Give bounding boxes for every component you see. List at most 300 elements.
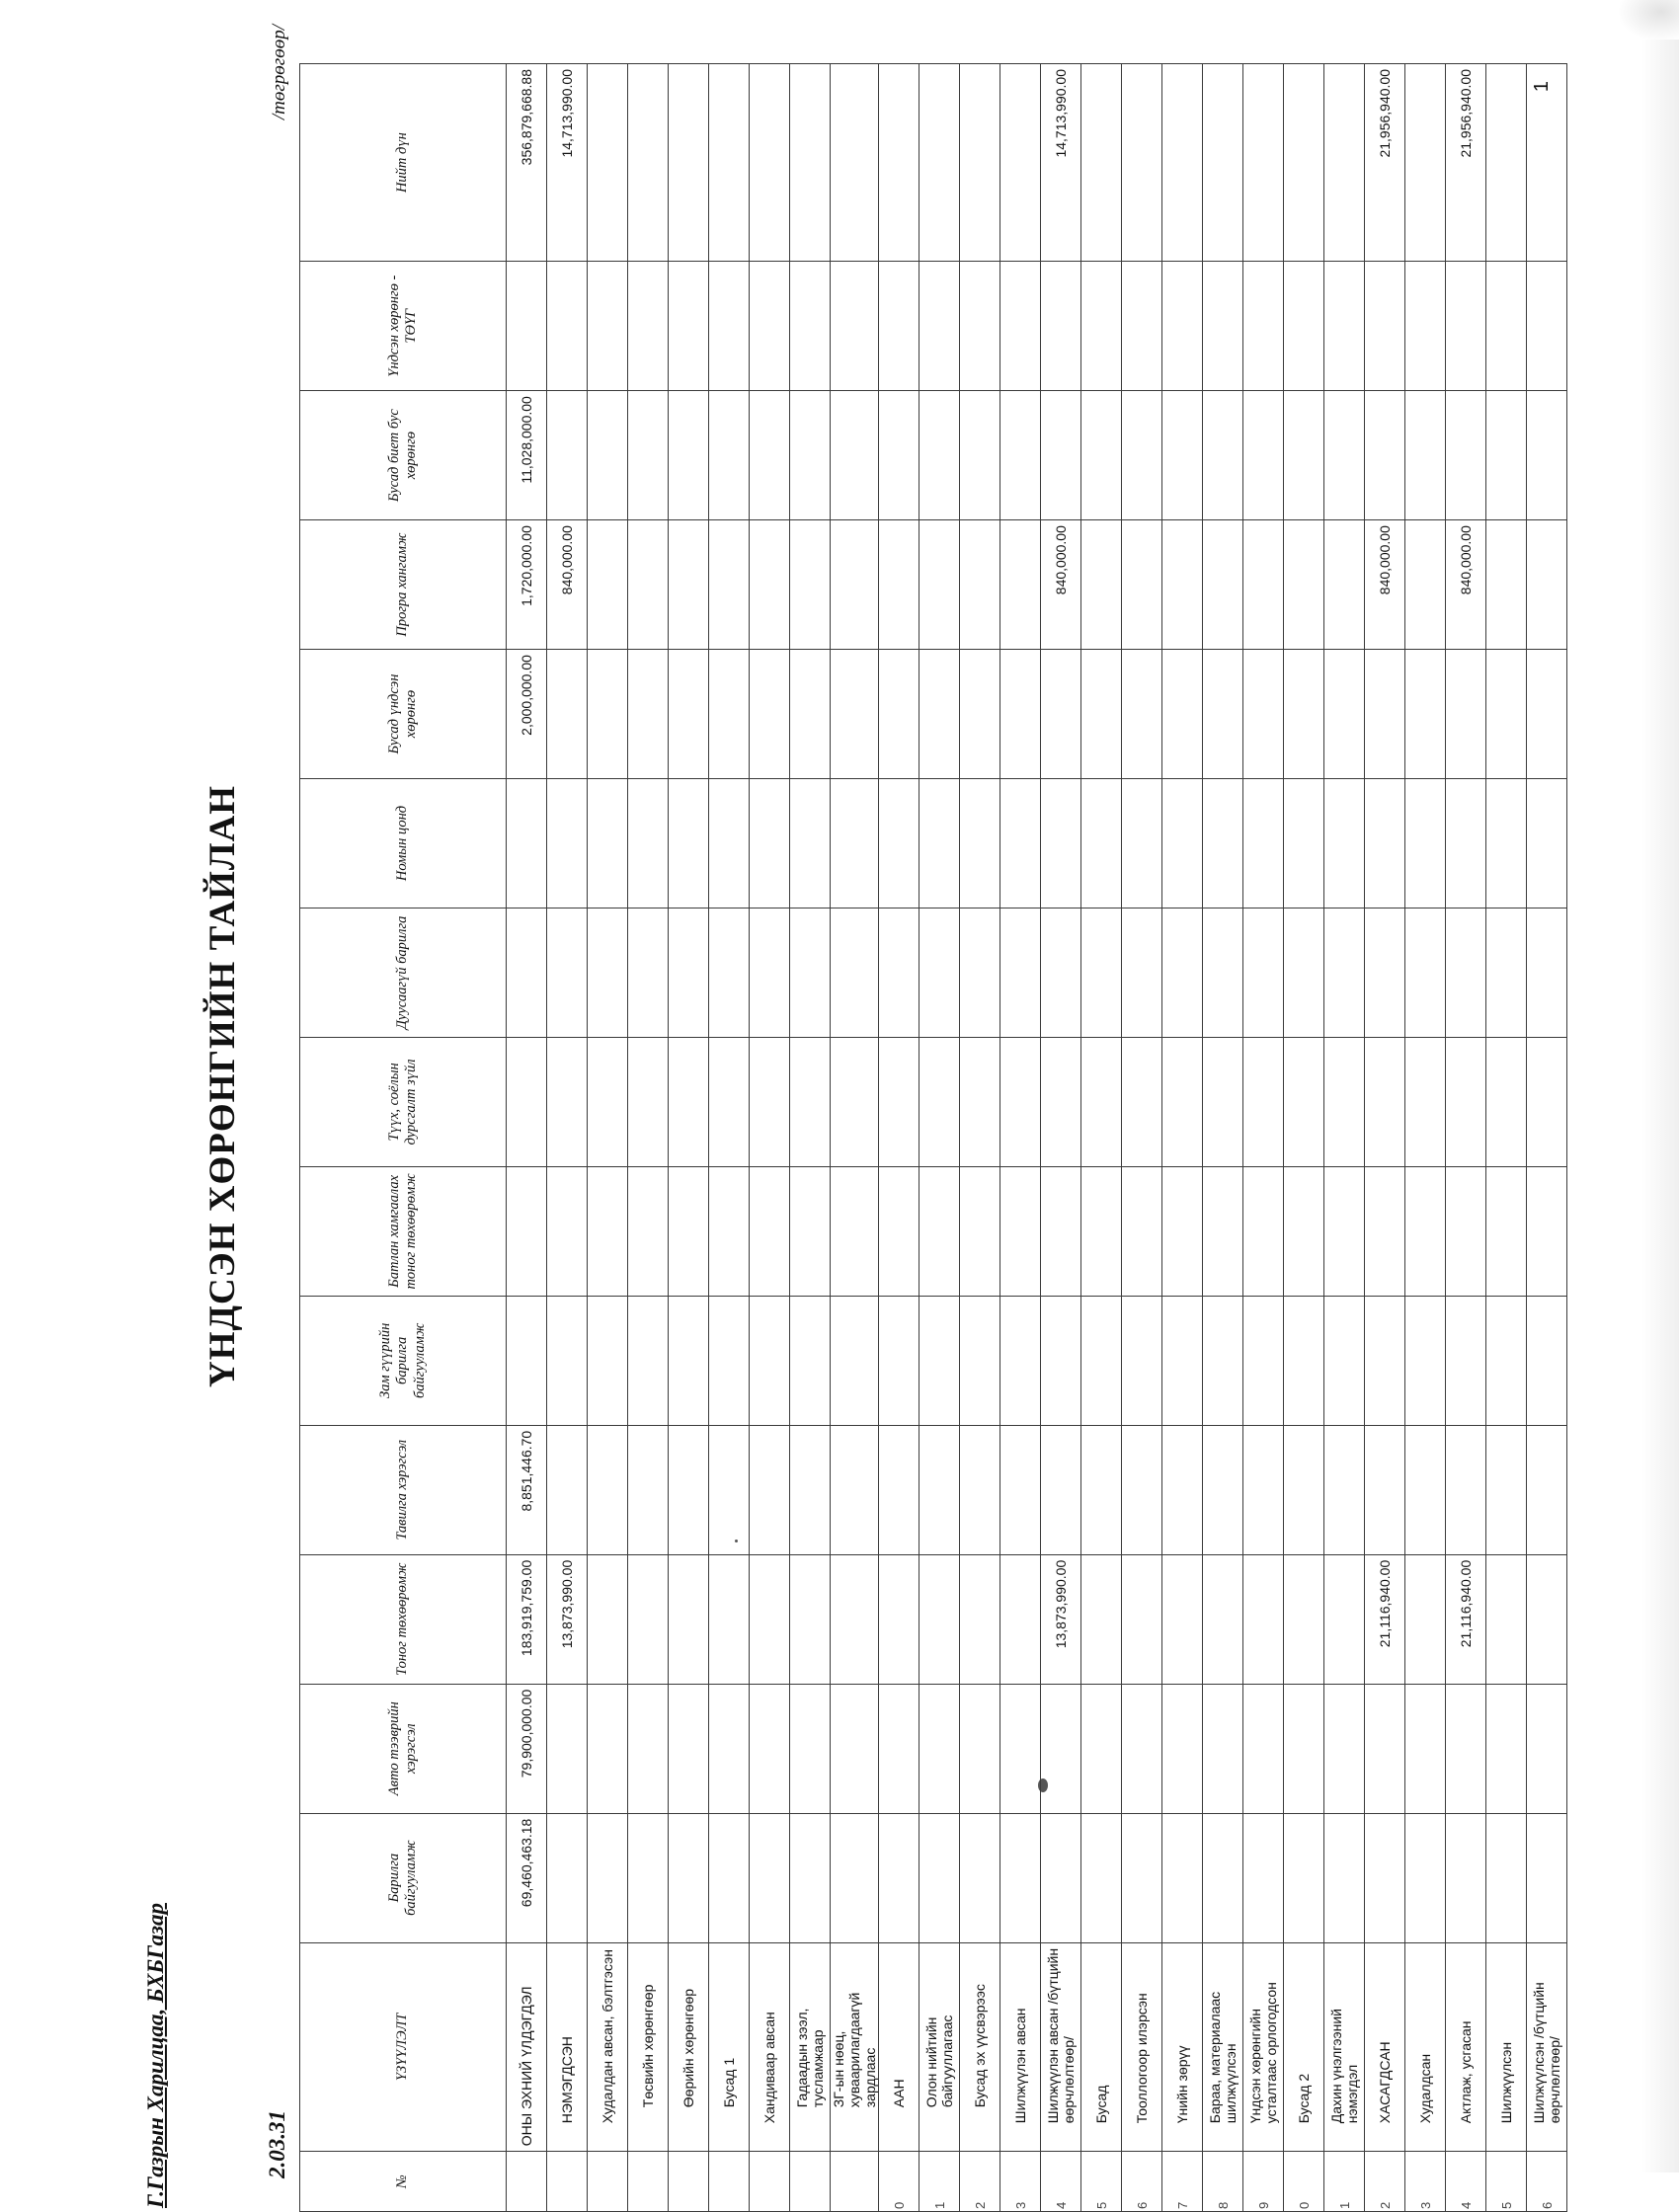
row-label: Шилжүүлсэн /бүтцийн өөрчлөлтөөр/	[1527, 1942, 1567, 2152]
value-cell	[1203, 1813, 1243, 1942]
value-cell	[1162, 1166, 1203, 1296]
value-cell	[960, 908, 1000, 1037]
value-cell	[1203, 520, 1243, 650]
value-cell	[1122, 391, 1162, 520]
value-cell	[1405, 650, 1446, 779]
value-cell	[1041, 650, 1081, 779]
value-cell	[1081, 520, 1122, 650]
value-cell	[1405, 262, 1446, 391]
value-cell	[1527, 520, 1567, 650]
value-cell	[1243, 1037, 1284, 1166]
value-cell	[1122, 1425, 1162, 1554]
value-cell	[1203, 262, 1243, 391]
column-header: Тоног төхөөрөмж	[300, 1554, 507, 1684]
value-cell	[1162, 1425, 1203, 1554]
value-cell	[1486, 1813, 1527, 1942]
table-row	[879, 64, 919, 2212]
value-cell	[1041, 262, 1081, 391]
value-cell	[879, 1166, 919, 1296]
table-row	[1081, 64, 1122, 2212]
value-cell	[669, 391, 709, 520]
value-cell	[1041, 1813, 1081, 1942]
value-cell	[628, 779, 669, 908]
value-cell	[919, 1684, 960, 1813]
value-cell: 1,720,000.00	[507, 520, 547, 650]
row-label: ХАСАГДСАН	[1365, 1942, 1405, 2152]
value-cell	[1041, 391, 1081, 520]
value-cell	[628, 1684, 669, 1813]
row-number: 0	[879, 2152, 919, 2212]
value-cell	[1162, 650, 1203, 779]
value-cell	[1081, 1037, 1122, 1166]
value-cell	[1122, 650, 1162, 779]
value-cell	[1405, 1296, 1446, 1425]
value-cell	[669, 64, 709, 262]
value-cell: 14,713,990.00	[547, 64, 588, 262]
value-cell	[919, 262, 960, 391]
value-cell	[790, 1684, 831, 1813]
row-label: Тооллогоор илэрсэн	[1122, 1942, 1162, 2152]
column-header: Програ хангамж	[300, 520, 507, 650]
value-cell: 79,900,000.00	[507, 1684, 547, 1813]
currency-unit: /төгрөгөөр/	[269, 25, 289, 120]
value-cell	[1527, 650, 1567, 779]
value-cell	[1162, 391, 1203, 520]
value-cell	[960, 779, 1000, 908]
value-cell	[507, 1037, 547, 1166]
value-cell	[1284, 1684, 1324, 1813]
value-cell	[547, 1425, 588, 1554]
row-label: НЭМЭГДСЭН	[547, 1942, 588, 2152]
value-cell	[1243, 908, 1284, 1037]
column-header: Бусад үндсэн хөрөнгө	[300, 650, 507, 779]
value-cell	[750, 1425, 790, 1554]
value-cell	[588, 1684, 628, 1813]
value-cell	[1284, 1425, 1324, 1554]
value-cell	[831, 908, 879, 1037]
value-cell	[1122, 1166, 1162, 1296]
column-header: Нийт дүн	[300, 64, 507, 262]
value-cell	[1162, 908, 1203, 1037]
value-cell	[750, 64, 790, 262]
value-cell: 21,116,940.00	[1446, 1554, 1486, 1684]
table-row	[507, 64, 547, 2212]
value-cell	[1243, 650, 1284, 779]
value-cell	[1527, 391, 1567, 520]
value-cell	[831, 262, 879, 391]
value-cell: 14,713,990.00	[1041, 64, 1081, 262]
value-cell	[1203, 1037, 1243, 1166]
value-cell	[1122, 262, 1162, 391]
row-number: 0	[1284, 2152, 1324, 2212]
value-cell	[1041, 908, 1081, 1037]
column-header: Тавилга хэрэгсэл	[300, 1425, 507, 1554]
table-row	[1486, 64, 1527, 2212]
value-cell	[1324, 520, 1365, 650]
value-cell	[1324, 650, 1365, 779]
row-label: ОНЫ ЭХНИЙ ҮЛДЭГДЭЛ	[507, 1942, 547, 2152]
value-cell	[1081, 1554, 1122, 1684]
value-cell	[790, 1425, 831, 1554]
value-cell	[669, 779, 709, 908]
value-cell	[831, 391, 879, 520]
value-cell	[628, 1425, 669, 1554]
value-cell	[1486, 520, 1527, 650]
value-cell	[1243, 262, 1284, 391]
value-cell	[588, 1813, 628, 1942]
table-row	[547, 64, 588, 2212]
value-cell	[709, 262, 750, 391]
value-cell	[507, 1166, 547, 1296]
value-cell	[709, 908, 750, 1037]
value-cell	[1365, 1296, 1405, 1425]
value-cell	[1041, 1037, 1081, 1166]
value-cell	[919, 779, 960, 908]
value-cell	[790, 650, 831, 779]
value-cell	[1162, 262, 1203, 391]
value-cell	[1203, 391, 1243, 520]
table-row	[1527, 64, 1567, 2212]
value-cell	[709, 1554, 750, 1684]
value-cell	[1527, 1037, 1567, 1166]
value-cell	[1486, 1296, 1527, 1425]
value-cell	[547, 1037, 588, 1166]
table-row	[1243, 64, 1284, 2212]
value-cell	[1243, 1425, 1284, 1554]
value-cell	[919, 1813, 960, 1942]
row-label: Бусад 2	[1284, 1942, 1324, 2152]
value-cell	[1405, 779, 1446, 908]
row-label: Олон нийтийн байгууллагаас	[919, 1942, 960, 2152]
value-cell	[547, 908, 588, 1037]
value-cell	[750, 1296, 790, 1425]
row-number: 1	[919, 2152, 960, 2212]
value-cell	[1203, 779, 1243, 908]
value-cell	[879, 650, 919, 779]
value-cell	[1041, 1684, 1081, 1813]
value-cell	[1081, 1166, 1122, 1296]
value-cell	[1243, 1684, 1284, 1813]
value-cell	[1122, 64, 1162, 262]
column-header: Бусад биет бус хөрөнгө	[300, 391, 507, 520]
value-cell	[790, 779, 831, 908]
value-cell	[790, 1554, 831, 1684]
value-cell	[1284, 520, 1324, 650]
value-cell	[588, 779, 628, 908]
value-cell	[628, 1813, 669, 1942]
value-cell	[628, 391, 669, 520]
value-cell	[1243, 1813, 1284, 1942]
row-label: Бусад 1	[709, 1942, 750, 2152]
value-cell	[588, 1296, 628, 1425]
value-cell	[790, 64, 831, 262]
value-cell	[1446, 779, 1486, 908]
value-cell	[1162, 1037, 1203, 1166]
value-cell	[879, 520, 919, 650]
value-cell	[790, 262, 831, 391]
value-cell	[750, 520, 790, 650]
table-row	[750, 64, 790, 2212]
value-cell: 21,956,940.00	[1446, 64, 1486, 262]
value-cell	[1446, 1037, 1486, 1166]
value-cell	[1527, 1166, 1567, 1296]
column-header: Батлан хамгаалах тоног төхөөрөмж	[300, 1166, 507, 1296]
value-cell	[1486, 64, 1527, 262]
value-cell	[1122, 1296, 1162, 1425]
value-cell	[1365, 1166, 1405, 1296]
value-cell	[1081, 1425, 1122, 1554]
value-cell	[1284, 1813, 1324, 1942]
value-cell	[1243, 1296, 1284, 1425]
value-cell	[1284, 650, 1324, 779]
value-cell	[1527, 779, 1567, 908]
row-number: 2	[960, 2152, 1000, 2212]
row-number: 5	[1081, 2152, 1122, 2212]
table-row	[628, 64, 669, 2212]
value-cell	[1446, 262, 1486, 391]
value-cell: 840,000.00	[547, 520, 588, 650]
value-cell	[1486, 650, 1527, 779]
value-cell	[1000, 1296, 1041, 1425]
value-cell	[790, 908, 831, 1037]
value-cell	[1527, 1684, 1567, 1813]
value-cell	[831, 779, 879, 908]
value-cell	[1081, 1684, 1122, 1813]
row-label: Бусад	[1081, 1942, 1122, 2152]
value-cell	[1324, 1684, 1365, 1813]
value-cell	[507, 262, 547, 391]
value-cell	[879, 1296, 919, 1425]
row-label: Өөрийн хөрөнгөөр	[669, 1942, 709, 2152]
table-row	[1446, 64, 1486, 2212]
value-cell	[1324, 908, 1365, 1037]
value-cell	[1000, 1684, 1041, 1813]
value-cell	[879, 908, 919, 1037]
value-cell: 840,000.00	[1041, 520, 1081, 650]
row-number	[507, 2152, 547, 2212]
value-cell: 21,956,940.00	[1365, 64, 1405, 262]
row-number	[628, 2152, 669, 2212]
value-cell	[628, 908, 669, 1037]
value-cell	[750, 391, 790, 520]
value-cell	[507, 1296, 547, 1425]
value-cell	[1324, 1813, 1365, 1942]
value-cell	[1405, 1037, 1446, 1166]
value-cell	[790, 1166, 831, 1296]
value-cell	[1122, 520, 1162, 650]
value-cell	[1405, 64, 1446, 262]
value-cell	[1486, 1554, 1527, 1684]
value-cell	[831, 1425, 879, 1554]
value-cell	[1284, 1037, 1324, 1166]
table-row	[790, 64, 831, 2212]
value-cell	[1081, 391, 1122, 520]
value-cell	[790, 1296, 831, 1425]
value-cell	[588, 1425, 628, 1554]
value-cell	[1324, 391, 1365, 520]
row-label: Шилжүүлсэн	[1486, 1942, 1527, 2152]
table-body	[507, 64, 1567, 2212]
value-cell	[879, 1813, 919, 1942]
value-cell	[1284, 1166, 1324, 1296]
value-cell	[919, 1425, 960, 1554]
value-cell	[1203, 1166, 1243, 1296]
value-cell	[1284, 262, 1324, 391]
value-cell	[1446, 1813, 1486, 1942]
value-cell	[1527, 1425, 1567, 1554]
value-cell	[1203, 64, 1243, 262]
value-cell	[750, 1554, 790, 1684]
value-cell	[750, 1037, 790, 1166]
value-cell	[831, 1166, 879, 1296]
value-cell	[669, 1037, 709, 1166]
value-cell	[750, 908, 790, 1037]
value-cell	[547, 779, 588, 908]
value-cell	[1324, 1425, 1365, 1554]
value-cell	[628, 1166, 669, 1296]
value-cell	[709, 1296, 750, 1425]
value-cell	[628, 1037, 669, 1166]
value-cell	[960, 1554, 1000, 1684]
value-cell	[1000, 1037, 1041, 1166]
value-cell	[588, 650, 628, 779]
table-row	[1041, 64, 1081, 2212]
value-cell: 356,879,668.88	[507, 64, 547, 262]
value-cell	[1365, 1425, 1405, 1554]
value-cell	[1000, 1813, 1041, 1942]
value-cell: 21,116,940.00	[1365, 1554, 1405, 1684]
value-cell	[1446, 391, 1486, 520]
value-cell	[628, 262, 669, 391]
value-cell	[1000, 1554, 1041, 1684]
value-cell	[1486, 1684, 1527, 1813]
value-cell	[790, 391, 831, 520]
value-cell	[547, 262, 588, 391]
row-number: 9	[1243, 2152, 1284, 2212]
value-cell	[1162, 1813, 1203, 1942]
value-cell	[919, 520, 960, 650]
value-cell	[547, 1684, 588, 1813]
row-label: Төсвийн хөрөнгөөр	[628, 1942, 669, 2152]
value-cell: 13,873,990.00	[547, 1554, 588, 1684]
value-cell	[709, 64, 750, 262]
value-cell	[1324, 1554, 1365, 1684]
value-cell	[960, 1813, 1000, 1942]
table-header-row	[300, 64, 507, 2212]
value-cell	[669, 908, 709, 1037]
table-row	[669, 64, 709, 2212]
value-cell	[750, 1166, 790, 1296]
value-cell	[960, 1037, 1000, 1166]
row-number: 6	[1122, 2152, 1162, 2212]
value-cell	[1203, 1684, 1243, 1813]
value-cell	[919, 391, 960, 520]
value-cell	[1405, 520, 1446, 650]
value-cell	[1041, 1166, 1081, 1296]
value-cell	[790, 520, 831, 650]
value-cell	[919, 1037, 960, 1166]
value-cell	[1486, 1425, 1527, 1554]
row-label: Бараа, материалаас шилжүүлсэн	[1203, 1942, 1243, 2152]
column-header: Зам гүүрийн барилга байгууламж	[300, 1296, 507, 1425]
table-row	[919, 64, 960, 2212]
value-cell	[1081, 779, 1122, 908]
value-cell	[1000, 908, 1041, 1037]
value-cell: 11,028,000.00	[507, 391, 547, 520]
value-cell	[1243, 779, 1284, 908]
value-cell	[831, 64, 879, 262]
row-number: 4	[1446, 2152, 1486, 2212]
value-cell	[1405, 1813, 1446, 1942]
value-cell	[750, 262, 790, 391]
value-cell	[960, 1425, 1000, 1554]
value-cell: 183,919,759.00	[507, 1554, 547, 1684]
row-number: 5	[1486, 2152, 1527, 2212]
value-cell	[1284, 391, 1324, 520]
value-cell	[879, 64, 919, 262]
value-cell	[1365, 779, 1405, 908]
value-cell	[1486, 779, 1527, 908]
value-cell	[1203, 1554, 1243, 1684]
value-cell	[1486, 908, 1527, 1037]
value-cell	[1284, 779, 1324, 908]
value-cell	[831, 1037, 879, 1166]
value-cell	[1365, 1037, 1405, 1166]
row-label: Шилжүүлэн авсан	[1000, 1942, 1041, 2152]
value-cell	[1527, 1554, 1567, 1684]
value-cell: 840,000.00	[1446, 520, 1486, 650]
value-cell	[709, 1037, 750, 1166]
value-cell	[1324, 1037, 1365, 1166]
value-cell	[1081, 1813, 1122, 1942]
value-cell	[669, 1166, 709, 1296]
value-cell	[1446, 1166, 1486, 1296]
report-title: ҮНДСЭН ХӨРӨНГИЙН ТАЙЛАН	[202, 785, 243, 1387]
value-cell	[960, 650, 1000, 779]
value-cell	[547, 1296, 588, 1425]
value-cell	[1446, 1296, 1486, 1425]
column-header: Дуусаагүй барилга	[300, 908, 507, 1037]
value-cell	[1324, 64, 1365, 262]
value-cell	[669, 1296, 709, 1425]
value-cell	[750, 1684, 790, 1813]
value-cell	[831, 1296, 879, 1425]
value-cell	[960, 1684, 1000, 1813]
row-number	[547, 2152, 588, 2212]
value-cell	[1203, 1425, 1243, 1554]
value-cell	[919, 908, 960, 1037]
value-cell	[919, 1296, 960, 1425]
value-cell	[1203, 1296, 1243, 1425]
value-cell	[919, 1554, 960, 1684]
value-cell	[831, 1554, 879, 1684]
value-cell	[1405, 1684, 1446, 1813]
value-cell	[1162, 779, 1203, 908]
value-cell	[750, 650, 790, 779]
value-cell	[879, 391, 919, 520]
row-number: 8	[1203, 2152, 1243, 2212]
value-cell	[1405, 1554, 1446, 1684]
value-cell	[669, 262, 709, 391]
value-cell	[790, 1037, 831, 1166]
value-cell	[1122, 908, 1162, 1037]
value-cell	[831, 1684, 879, 1813]
value-cell	[960, 262, 1000, 391]
value-cell	[1284, 1554, 1324, 1684]
value-cell	[1122, 1684, 1162, 1813]
value-cell	[709, 391, 750, 520]
row-number	[709, 2152, 750, 2212]
